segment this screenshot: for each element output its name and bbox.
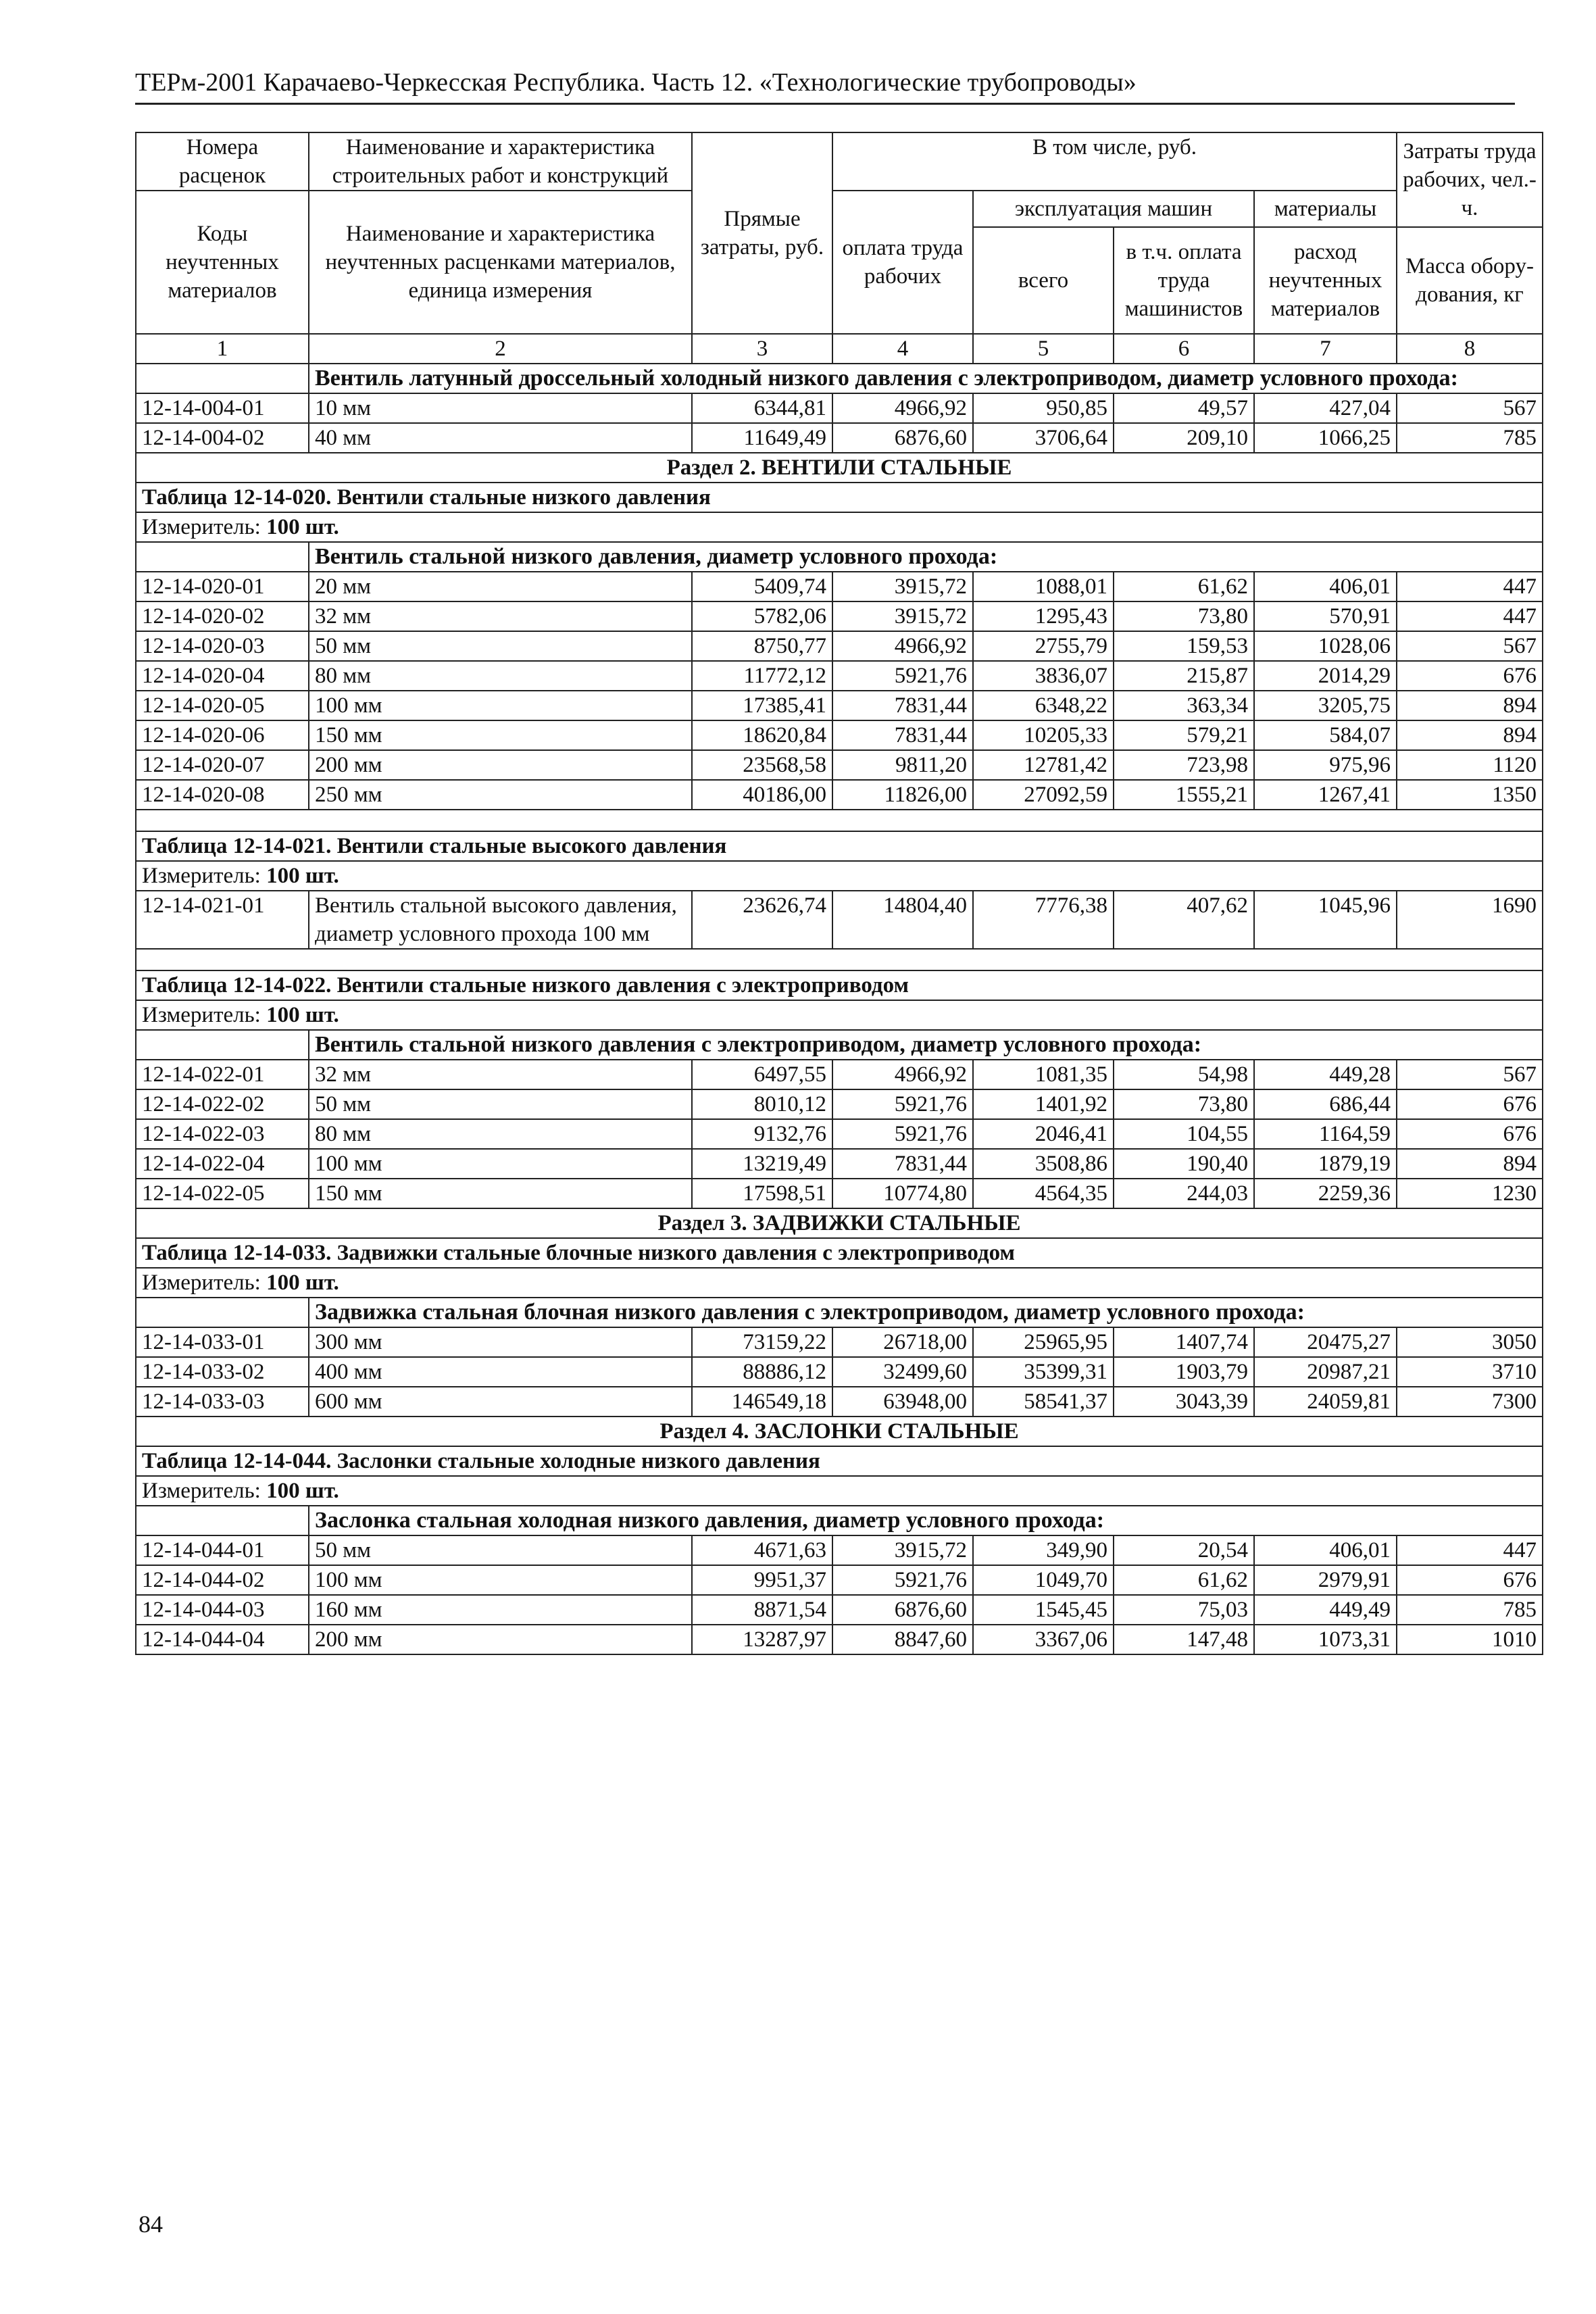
value-c4: 14804,40: [832, 891, 973, 949]
group-row: [136, 1030, 1543, 1060]
work-name: 400 мм: [309, 1357, 692, 1387]
value-c3: 23626,74: [692, 891, 832, 949]
value-c6: 54,98: [1114, 1060, 1254, 1089]
value-c6: 1407,74: [1114, 1327, 1254, 1357]
table-title-text: Таблица 12-14-022. Вентили стальные низкого давления с электроприводом: [136, 970, 1543, 1000]
table-row: [136, 1625, 1543, 1654]
value-c6: 723,98: [1114, 750, 1254, 780]
rate-code: 12-14-004-02: [136, 423, 309, 453]
value-c4: 7831,44: [832, 691, 973, 720]
value-c5: 1545,45: [973, 1595, 1114, 1625]
value-c3: 146549,18: [692, 1387, 832, 1417]
value-c7: 1073,31: [1254, 1625, 1397, 1654]
group-title: Задвижка стальная блочная низкого давления с электроприводом, диаметр условного прохода:: [309, 1298, 1543, 1327]
value-c8: 785: [1397, 1595, 1543, 1625]
section-title-text: Раздел 2. ВЕНТИЛИ СТАЛЬНЫЕ: [136, 453, 1543, 483]
work-name: 200 мм: [309, 750, 692, 780]
value-c7: 20987,21: [1254, 1357, 1397, 1387]
value-c4: 5921,76: [832, 1119, 973, 1149]
col-header-mat-name: Наименование и характеристика неучтенных расценками материалов, единица измерения: [309, 191, 692, 334]
table-row: [136, 1535, 1543, 1565]
value-c7: 1164,59: [1254, 1119, 1397, 1149]
page-header: ТЕРм-2001 Карачаево-Черкесская Республика. Часть 12. «Технологические трубопроводы»: [135, 68, 1515, 105]
rate-code: 12-14-021-01: [136, 891, 309, 949]
value-c6: 73,80: [1114, 601, 1254, 631]
table-title: [136, 1446, 1543, 1476]
col-header-name: Наименование и характеристика строительных работ и конструкций: [309, 132, 692, 191]
value-c6: 3043,39: [1114, 1387, 1254, 1417]
work-name: 32 мм: [309, 1060, 692, 1089]
value-c3: 4671,63: [692, 1535, 832, 1565]
unit-label-text: Измеритель:: [142, 515, 261, 539]
value-c8: 567: [1397, 393, 1543, 423]
value-c3: 18620,84: [692, 720, 832, 750]
value-c5: 58541,37: [973, 1387, 1114, 1417]
rate-code: 12-14-033-02: [136, 1357, 309, 1387]
col-index: 2: [309, 334, 692, 364]
value-c7: 1267,41: [1254, 780, 1397, 810]
value-c6: 244,03: [1114, 1179, 1254, 1208]
table-row: [136, 423, 1543, 453]
group-spacer: [136, 1030, 309, 1060]
col-index: 3: [692, 334, 832, 364]
value-c8: 1230: [1397, 1179, 1543, 1208]
col-index: 6: [1114, 334, 1254, 364]
table-row: [136, 1060, 1543, 1089]
rate-code: 12-14-020-07: [136, 750, 309, 780]
value-c4: 6876,60: [832, 1595, 973, 1625]
value-c8: 894: [1397, 691, 1543, 720]
table-row: [136, 1595, 1543, 1625]
value-c4: 9811,20: [832, 750, 973, 780]
value-c4: 8847,60: [832, 1625, 973, 1654]
rate-code: 12-14-020-04: [136, 661, 309, 691]
rate-code: 12-14-004-01: [136, 393, 309, 423]
col-header-pay: оплата труда рабочих: [832, 191, 973, 334]
value-c5: 3508,86: [973, 1149, 1114, 1179]
value-c6: 1903,79: [1114, 1357, 1254, 1387]
value-c5: 6348,22: [973, 691, 1114, 720]
value-c8: 676: [1397, 1089, 1543, 1119]
value-c3: 8871,54: [692, 1595, 832, 1625]
work-name: 200 мм: [309, 1625, 692, 1654]
col-header-mat-use: расход неучтенных материалов: [1254, 227, 1397, 334]
table-row: [136, 1565, 1543, 1595]
value-c8: 894: [1397, 1149, 1543, 1179]
spacer: [136, 949, 1543, 970]
column-index-row: [136, 334, 1543, 364]
value-c5: 1295,43: [973, 601, 1114, 631]
value-c4: 11826,00: [832, 780, 973, 810]
value-c5: 25965,95: [973, 1327, 1114, 1357]
value-c5: 10205,33: [973, 720, 1114, 750]
value-c3: 88886,12: [692, 1357, 832, 1387]
value-c4: 5921,76: [832, 1089, 973, 1119]
value-c6: 579,21: [1114, 720, 1254, 750]
work-name: Вентиль стальной высокого давления, диаметр условного прохода 100 мм: [309, 891, 692, 949]
col-index: 8: [1397, 334, 1543, 364]
value-c5: 950,85: [973, 393, 1114, 423]
rate-code: 12-14-022-05: [136, 1179, 309, 1208]
work-name: 100 мм: [309, 1565, 692, 1595]
value-c3: 6344,81: [692, 393, 832, 423]
value-c7: 1028,06: [1254, 631, 1397, 661]
rate-code: 12-14-033-03: [136, 1387, 309, 1417]
work-name: 40 мм: [309, 423, 692, 453]
value-c7: 449,49: [1254, 1595, 1397, 1625]
group-title: Вентиль стальной низкого давления, диаметр условного прохода:: [309, 542, 1543, 572]
value-c3: 5409,74: [692, 572, 832, 601]
value-c6: 1555,21: [1114, 780, 1254, 810]
rate-code: 12-14-022-02: [136, 1089, 309, 1119]
unit-value: 100 шт.: [266, 864, 339, 888]
section-title-text: Раздел 4. ЗАСЛОНКИ СТАЛЬНЫЕ: [136, 1417, 1543, 1446]
value-c7: 975,96: [1254, 750, 1397, 780]
col-header-total: всего: [973, 227, 1114, 334]
group-row: [136, 1506, 1543, 1535]
rate-code: 12-14-022-01: [136, 1060, 309, 1089]
header-row-2: [136, 191, 1543, 227]
value-c4: 4966,92: [832, 631, 973, 661]
value-c4: 3915,72: [832, 572, 973, 601]
value-c8: 676: [1397, 1119, 1543, 1149]
rates-table: [135, 132, 1543, 1655]
value-c8: 567: [1397, 631, 1543, 661]
work-name: 80 мм: [309, 661, 692, 691]
value-c6: 49,57: [1114, 393, 1254, 423]
table-title: [136, 831, 1543, 861]
table-row: [136, 891, 1543, 949]
rate-code: 12-14-020-08: [136, 780, 309, 810]
group-row: [136, 542, 1543, 572]
value-c7: 2259,36: [1254, 1179, 1397, 1208]
value-c6: 159,53: [1114, 631, 1254, 661]
value-c3: 23568,58: [692, 750, 832, 780]
value-c6: 190,40: [1114, 1149, 1254, 1179]
work-name: 100 мм: [309, 691, 692, 720]
rates-sheet: [135, 132, 1542, 1655]
value-c7: 1066,25: [1254, 423, 1397, 453]
work-name: 50 мм: [309, 631, 692, 661]
table-row: [136, 393, 1543, 423]
unit-label-text: Измеритель:: [142, 1271, 261, 1295]
value-c8: 7300: [1397, 1387, 1543, 1417]
rate-code: 12-14-020-01: [136, 572, 309, 601]
value-c3: 13219,49: [692, 1149, 832, 1179]
value-c8: 785: [1397, 423, 1543, 453]
unit-label: [136, 1476, 1543, 1506]
value-c7: 427,04: [1254, 393, 1397, 423]
work-name: 250 мм: [309, 780, 692, 810]
table-row: [136, 1089, 1543, 1119]
table-title-text: Таблица 12-14-044. Заслонки стальные холодные низкого давления: [136, 1446, 1543, 1476]
work-name: 50 мм: [309, 1535, 692, 1565]
section-title: [136, 453, 1543, 483]
unit-value: 100 шт.: [266, 1003, 339, 1027]
table-title-text: Таблица 12-14-021. Вентили стальные высокого давления: [136, 831, 1543, 861]
value-c5: 3367,06: [973, 1625, 1114, 1654]
value-c6: 61,62: [1114, 1565, 1254, 1595]
col-index: 1: [136, 334, 309, 364]
value-c4: 5921,76: [832, 661, 973, 691]
value-c6: 363,34: [1114, 691, 1254, 720]
value-c4: 7831,44: [832, 1149, 973, 1179]
table-row: [136, 1179, 1543, 1208]
value-c4: 10774,80: [832, 1179, 973, 1208]
work-name: 150 мм: [309, 720, 692, 750]
work-name: 600 мм: [309, 1387, 692, 1417]
col-header-incl-pay: в т.ч. оплата труда машинистов: [1114, 227, 1254, 334]
value-c4: 63948,00: [832, 1387, 973, 1417]
work-name: 300 мм: [309, 1327, 692, 1357]
value-c4: 7831,44: [832, 720, 973, 750]
value-c3: 11649,49: [692, 423, 832, 453]
unit-row: [136, 1268, 1543, 1298]
work-name: 80 мм: [309, 1119, 692, 1149]
value-c5: 35399,31: [973, 1357, 1114, 1387]
table-row: [136, 1357, 1543, 1387]
unit-row: [136, 1476, 1543, 1506]
value-c5: 3706,64: [973, 423, 1114, 453]
work-name: 160 мм: [309, 1595, 692, 1625]
value-c3: 17385,41: [692, 691, 832, 720]
unit-label-text: Измеритель:: [142, 1479, 261, 1503]
group-spacer: [136, 542, 309, 572]
value-c6: 104,55: [1114, 1119, 1254, 1149]
value-c7: 406,01: [1254, 572, 1397, 601]
col-header-exploit: эксплуатация машин: [973, 191, 1254, 227]
value-c7: 1045,96: [1254, 891, 1397, 949]
value-c7: 2014,29: [1254, 661, 1397, 691]
spacer: [136, 810, 1543, 831]
value-c4: 3915,72: [832, 1535, 973, 1565]
value-c8: 447: [1397, 601, 1543, 631]
value-c5: 349,90: [973, 1535, 1114, 1565]
table-row: [136, 1387, 1543, 1417]
table-row: [136, 1149, 1543, 1179]
value-c5: 1088,01: [973, 572, 1114, 601]
col-header-materials: материалы: [1254, 191, 1397, 227]
value-c8: 3710: [1397, 1357, 1543, 1387]
col-header-mass: Масса обору-дования, кг: [1397, 227, 1543, 334]
table-row: [136, 720, 1543, 750]
value-c5: 4564,35: [973, 1179, 1114, 1208]
value-c6: 73,80: [1114, 1089, 1254, 1119]
rate-code: 12-14-022-04: [136, 1149, 309, 1179]
value-c7: 1879,19: [1254, 1149, 1397, 1179]
rate-code: 12-14-044-01: [136, 1535, 309, 1565]
value-c7: 449,28: [1254, 1060, 1397, 1089]
work-name: 100 мм: [309, 1149, 692, 1179]
value-c8: 676: [1397, 661, 1543, 691]
unit-row: [136, 1000, 1543, 1030]
value-c3: 11772,12: [692, 661, 832, 691]
value-c4: 4966,92: [832, 1060, 973, 1089]
unit-label: [136, 512, 1543, 542]
value-c8: 676: [1397, 1565, 1543, 1595]
group-row: [136, 1298, 1543, 1327]
value-c6: 147,48: [1114, 1625, 1254, 1654]
value-c7: 584,07: [1254, 720, 1397, 750]
value-c6: 75,03: [1114, 1595, 1254, 1625]
unit-value: 100 шт.: [266, 1479, 339, 1503]
value-c5: 3836,07: [973, 661, 1114, 691]
unit-label: [136, 1268, 1543, 1298]
col-index: 5: [973, 334, 1114, 364]
value-c3: 17598,51: [692, 1179, 832, 1208]
value-c3: 5782,06: [692, 601, 832, 631]
work-name: 32 мм: [309, 601, 692, 631]
unit-label-text: Измеритель:: [142, 1003, 261, 1027]
table-row: [136, 780, 1543, 810]
value-c4: 32499,60: [832, 1357, 973, 1387]
work-name: 20 мм: [309, 572, 692, 601]
value-c5: 2755,79: [973, 631, 1114, 661]
value-c6: 407,62: [1114, 891, 1254, 949]
table-title: [136, 1238, 1543, 1268]
value-c3: 40186,00: [692, 780, 832, 810]
value-c3: 8010,12: [692, 1089, 832, 1119]
value-c8: 1120: [1397, 750, 1543, 780]
value-c7: 3205,75: [1254, 691, 1397, 720]
table-title-text: Таблица 12-14-020. Вентили стальные низкого давления: [136, 483, 1543, 512]
work-name: 150 мм: [309, 1179, 692, 1208]
col-header-incl: В том числе, руб.: [832, 132, 1397, 191]
spacer-text: [136, 949, 1543, 970]
rate-code: 12-14-044-04: [136, 1625, 309, 1654]
value-c8: 567: [1397, 1060, 1543, 1089]
value-c5: 27092,59: [973, 780, 1114, 810]
table-row: [136, 572, 1543, 601]
value-c4: 3915,72: [832, 601, 973, 631]
rate-code: 12-14-020-05: [136, 691, 309, 720]
work-name: 50 мм: [309, 1089, 692, 1119]
rate-code: 12-14-033-01: [136, 1327, 309, 1357]
value-c8: 3050: [1397, 1327, 1543, 1357]
col-header-codes: Номера расценок: [136, 132, 309, 191]
value-c5: 1049,70: [973, 1565, 1114, 1595]
value-c7: 20475,27: [1254, 1327, 1397, 1357]
unit-label: [136, 1000, 1543, 1030]
table-row: [136, 601, 1543, 631]
unit-value: 100 шт.: [266, 1271, 339, 1295]
value-c4: 26718,00: [832, 1327, 973, 1357]
value-c3: 9951,37: [692, 1565, 832, 1595]
section-title: [136, 1417, 1543, 1446]
unit-row: [136, 861, 1543, 891]
value-c6: 209,10: [1114, 423, 1254, 453]
section-title-text: Раздел 3. ЗАДВИЖКИ СТАЛЬНЫЕ: [136, 1208, 1543, 1238]
value-c8: 447: [1397, 572, 1543, 601]
group-spacer: [136, 1298, 309, 1327]
group-spacer: [136, 364, 309, 393]
table-row: [136, 1327, 1543, 1357]
value-c5: 1081,35: [973, 1060, 1114, 1089]
value-c7: 570,91: [1254, 601, 1397, 631]
rate-code: 12-14-022-03: [136, 1119, 309, 1149]
value-c5: 2046,41: [973, 1119, 1114, 1149]
value-c3: 6497,55: [692, 1060, 832, 1089]
value-c6: 61,62: [1114, 572, 1254, 601]
value-c7: 2979,91: [1254, 1565, 1397, 1595]
value-c6: 215,87: [1114, 661, 1254, 691]
value-c4: 4966,92: [832, 393, 973, 423]
value-c5: 12781,42: [973, 750, 1114, 780]
value-c8: 1010: [1397, 1625, 1543, 1654]
value-c4: 5921,76: [832, 1565, 973, 1595]
value-c3: 13287,97: [692, 1625, 832, 1654]
header-row-1: [136, 132, 1543, 191]
table-row: [136, 1119, 1543, 1149]
value-c8: 447: [1397, 1535, 1543, 1565]
value-c3: 9132,76: [692, 1119, 832, 1149]
table-row: [136, 661, 1543, 691]
table-title: [136, 483, 1543, 512]
table-row: [136, 691, 1543, 720]
rate-code: 12-14-020-06: [136, 720, 309, 750]
value-c5: 7776,38: [973, 891, 1114, 949]
group-title: Вентиль стальной низкого давления с электроприводом, диаметр условного прохода:: [309, 1030, 1543, 1060]
value-c7: 686,44: [1254, 1089, 1397, 1119]
col-header-direct: Прямые затраты, руб.: [692, 132, 832, 334]
group-title: Заслонка стальная холодная низкого давления, диаметр условного прохода:: [309, 1506, 1543, 1535]
value-c8: 894: [1397, 720, 1543, 750]
col-header-mat-codes: Коды неучтенных материалов: [136, 191, 309, 334]
unit-value: 100 шт.: [266, 515, 339, 539]
unit-label: [136, 861, 1543, 891]
value-c8: 1350: [1397, 780, 1543, 810]
group-title: Вентиль латунный дроссельный холодный низкого давления с электроприводом, диаметр условного прохода:: [309, 364, 1543, 393]
group-row: [136, 364, 1543, 393]
value-c3: 73159,22: [692, 1327, 832, 1357]
rate-code: 12-14-020-03: [136, 631, 309, 661]
value-c7: 406,01: [1254, 1535, 1397, 1565]
spacer-text: [136, 810, 1543, 831]
table-title-text: Таблица 12-14-033. Задвижки стальные блочные низкого давления с электроприводом: [136, 1238, 1543, 1268]
col-index: 7: [1254, 334, 1397, 364]
rate-code: 12-14-020-02: [136, 601, 309, 631]
col-header-labor: Затраты труда рабочих, чел.-ч.: [1397, 132, 1543, 227]
group-spacer: [136, 1506, 309, 1535]
table-title: [136, 970, 1543, 1000]
unit-label-text: Измеритель:: [142, 864, 261, 888]
value-c3: 8750,77: [692, 631, 832, 661]
value-c5: 1401,92: [973, 1089, 1114, 1119]
work-name: 10 мм: [309, 393, 692, 423]
section-title: [136, 1208, 1543, 1238]
rate-code: 12-14-044-03: [136, 1595, 309, 1625]
unit-row: [136, 512, 1543, 542]
value-c8: 1690: [1397, 891, 1543, 949]
value-c4: 6876,60: [832, 423, 973, 453]
value-c6: 20,54: [1114, 1535, 1254, 1565]
table-row: [136, 750, 1543, 780]
table-row: [136, 631, 1543, 661]
rate-code: 12-14-044-02: [136, 1565, 309, 1595]
value-c7: 24059,81: [1254, 1387, 1397, 1417]
page-number: 84: [139, 2211, 163, 2238]
col-index: 4: [832, 334, 973, 364]
